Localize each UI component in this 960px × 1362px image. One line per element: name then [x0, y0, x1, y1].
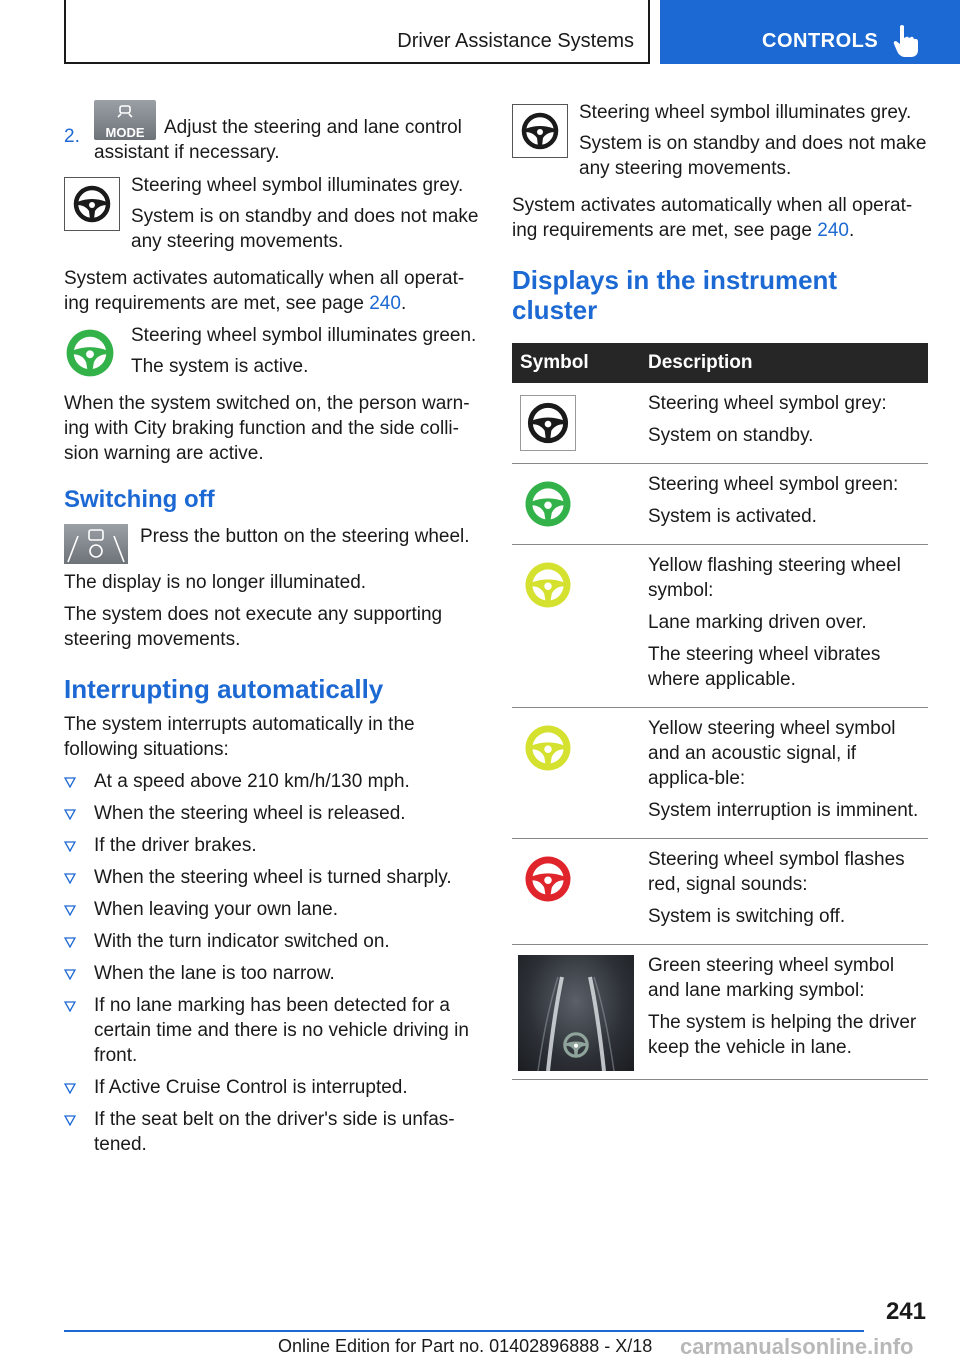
- row-desc: Green steering wheel symbol and lane marking symbol:: [648, 955, 895, 1001]
- triangle-bullet-icon: [64, 777, 76, 788]
- steering-wheel-yellow-icon: [520, 720, 576, 776]
- interrupt-list: [64, 769, 484, 1157]
- triangle-bullet-icon: [64, 969, 76, 980]
- steering-wheel-grey-icon: [512, 104, 568, 158]
- row-desc: System interruption is imminent.: [648, 800, 919, 821]
- steering-wheel-yellow-flashing-icon: [520, 557, 576, 613]
- auto-activation-text: System activates automatically when all operat-ing requirements are met, see page 240.: [512, 195, 913, 241]
- table-header-row: [512, 343, 928, 383]
- triangle-bullet-icon: [64, 1083, 76, 1094]
- grey-line-2: System is on standby and does not make any steering movements.: [579, 133, 927, 179]
- header-controls-tab[interactable]: [660, 0, 960, 64]
- footer-edition: Online Edition for Part no. 01402896888 - X/18: [278, 1336, 653, 1356]
- grey-line-1: Steering wheel symbol illuminates grey.: [579, 102, 912, 123]
- heading-displays: Displays in the instrument cluster: [512, 265, 838, 325]
- grey-line-1: Steering wheel symbol illuminates grey.: [131, 175, 464, 196]
- list-item: At a speed above 210 km/h/130 mph.: [64, 769, 484, 794]
- table-row: [512, 464, 928, 545]
- step-2: [64, 100, 484, 165]
- grey-line-2: System is on standby and does not make any steering movements.: [131, 206, 479, 252]
- list-item: When the steering wheel is turned sharply.: [64, 865, 484, 890]
- green-line-2: The system is active.: [131, 356, 309, 377]
- car-lane-icon: [117, 105, 133, 118]
- list-item: If no lane marking has been detected for a certain time and there is no vehicle driving in front.: [64, 993, 484, 1068]
- row-desc: Steering wheel symbol green:: [648, 474, 899, 495]
- triangle-bullet-icon: [64, 937, 76, 948]
- list-item: If Active Cruise Control is interrupted.: [64, 1075, 484, 1100]
- list-item: When leaving your own lane.: [64, 897, 484, 922]
- controls-tab-label: CONTROLS: [762, 30, 879, 52]
- pointing-hand-icon: [892, 24, 920, 58]
- triangle-bullet-icon: [64, 1115, 76, 1126]
- triangle-bullet-icon: [64, 873, 76, 884]
- press-text: Press the button on the steering wheel.: [140, 526, 470, 547]
- grey-symbol-block-right: [512, 100, 928, 187]
- header-section-title: Driver Assistance Systems: [397, 30, 634, 52]
- step-text: Adjust the steering and lane control assistant if necessary.: [94, 117, 462, 163]
- green-symbol-block: [64, 323, 484, 385]
- footer-divider: [64, 1330, 864, 1332]
- header-section-box: [64, 0, 650, 64]
- row-desc: System on standby.: [648, 425, 814, 446]
- steering-wheel-grey-icon: [520, 395, 576, 451]
- steering-button-icon: [64, 524, 128, 564]
- heading-interrupting: Interrupting automatically: [64, 674, 384, 704]
- row-desc: System is activated.: [648, 506, 817, 527]
- mode-button-label: MODE: [105, 125, 145, 140]
- list-item: If the seat belt on the driver's side is unfas-tened.: [64, 1107, 484, 1157]
- triangle-bullet-icon: [64, 809, 76, 820]
- row-desc: Lane marking driven over.: [648, 612, 867, 633]
- grey-symbol-block: [64, 173, 484, 260]
- watermark: carmanualsonline.info: [680, 1334, 914, 1359]
- table-row: [512, 383, 928, 464]
- steering-wheel-red-icon: [520, 851, 576, 907]
- list-item: When the steering wheel is released.: [64, 801, 484, 826]
- row-desc: System is switching off.: [648, 906, 846, 927]
- no-support-text: The system does not execute any supporting steering movements.: [64, 604, 443, 650]
- lane-marking-display-icon: [518, 955, 634, 1071]
- table-row: [512, 708, 928, 839]
- mode-button-icon: [94, 100, 156, 140]
- table-row: [512, 945, 928, 1080]
- green-line-1: Steering wheel symbol illuminates green.: [131, 325, 477, 346]
- row-desc: The system is helping the driver keep the vehicle in lane.: [648, 1012, 917, 1058]
- page-link-240[interactable]: 240: [369, 293, 401, 314]
- steering-wheel-grey-icon: [64, 177, 120, 231]
- steering-wheel-green-icon: [520, 476, 576, 532]
- right-column: [512, 100, 928, 1080]
- no-illum-text: The display is no longer illuminated.: [64, 572, 367, 593]
- row-desc: Yellow steering wheel symbol and an acoustic signal, if applica-ble:: [648, 718, 896, 789]
- th-description: Description: [640, 343, 928, 383]
- row-desc: Yellow flashing steering wheel symbol:: [648, 555, 901, 601]
- table-row: [512, 545, 928, 708]
- lane-assist-icon: [64, 524, 128, 564]
- th-symbol: Symbol: [512, 343, 640, 383]
- triangle-bullet-icon: [64, 841, 76, 852]
- list-item: With the turn indicator switched on.: [64, 929, 484, 954]
- row-desc: The steering wheel vibrates where applicable.: [648, 644, 881, 690]
- symbol-table: [512, 343, 928, 1080]
- page-number: 241: [885, 1298, 926, 1325]
- list-item: When the lane is too narrow.: [64, 961, 484, 986]
- interrupt-intro: The system interrupts automatically in the following situations:: [64, 714, 415, 760]
- step-number: 2.: [64, 126, 80, 147]
- row-desc: Steering wheel symbol flashes red, signal sounds:: [648, 849, 905, 895]
- press-button-block: [64, 524, 484, 564]
- auto-activation-text: System activates automatically when all operat-ing requirements are met, see page 240.: [64, 268, 465, 314]
- list-item: If the driver brakes.: [64, 833, 484, 858]
- row-desc: Steering wheel symbol grey:: [648, 393, 887, 414]
- page-link-240[interactable]: 240: [817, 220, 849, 241]
- triangle-bullet-icon: [64, 905, 76, 916]
- triangle-bullet-icon: [64, 1001, 76, 1012]
- steering-wheel-green-icon: [64, 327, 116, 379]
- left-column: [64, 100, 484, 1164]
- heading-switching-off: Switching off: [64, 486, 215, 513]
- when-on-text: When the system switched on, the person warn-ing with City braking function and the side colli-sion warning are active.: [64, 393, 470, 464]
- table-row: [512, 839, 928, 945]
